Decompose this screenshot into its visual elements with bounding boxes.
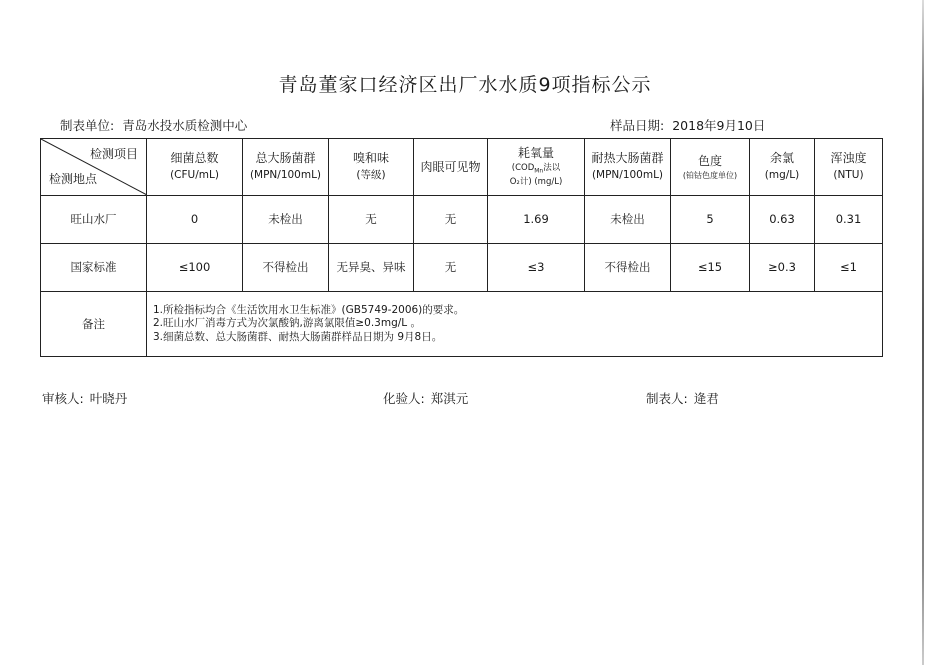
header-unit-line2: O₂计) (mg/L) bbox=[509, 177, 563, 188]
corner-site-label: 检测地点 bbox=[49, 172, 98, 186]
document-title: 青岛董家口经济区出厂水水质9项指标公示 bbox=[278, 74, 652, 96]
table-cell: 1.69 bbox=[488, 196, 585, 244]
header-name: 肉眼可见物 bbox=[420, 159, 481, 174]
header-cell bbox=[488, 139, 585, 196]
header-unit: (mg/L) bbox=[764, 169, 800, 182]
notes-row bbox=[41, 292, 883, 357]
table-cell: ≤3 bbox=[488, 244, 585, 292]
issuing-unit-value: 青岛水投水质检测中心 bbox=[122, 118, 248, 133]
table-cell: 无 bbox=[329, 196, 414, 244]
header-cell bbox=[329, 139, 414, 196]
table-header-row bbox=[41, 139, 883, 196]
note-line: 3.细菌总数、总大肠菌群、耐热大肠菌群样品日期为 9月8日。 bbox=[153, 330, 443, 343]
header-cell bbox=[585, 139, 671, 196]
header-unit: (MPN/100mL) bbox=[249, 169, 322, 182]
header-name: 耗氧量 bbox=[517, 146, 554, 161]
table-cell: 不得检出 bbox=[585, 244, 671, 292]
table-cell: 未检出 bbox=[243, 196, 329, 244]
header-name: 耐热大肠菌群 bbox=[591, 151, 664, 166]
issuing-unit bbox=[60, 116, 247, 134]
header-name: 浑浊度 bbox=[830, 151, 867, 166]
header-cell bbox=[671, 139, 750, 196]
table-row bbox=[41, 244, 883, 292]
table-cell: 无 bbox=[414, 244, 488, 292]
header-unit: (铂钴色度单位) bbox=[682, 170, 738, 180]
header-corner-cell bbox=[41, 139, 147, 196]
table-cell: 0 bbox=[147, 196, 243, 244]
header-name: 细菌总数 bbox=[170, 151, 219, 166]
header-unit: (CFU/mL) bbox=[170, 169, 219, 182]
reviewer-signature bbox=[42, 389, 127, 407]
table-cell: 0.31 bbox=[815, 196, 883, 244]
sample-date-value: 2018年9月10日 bbox=[672, 118, 766, 133]
sample-date bbox=[610, 116, 765, 134]
row-label: 国家标准 bbox=[41, 244, 147, 292]
issuing-unit-label: 制表单位: bbox=[60, 118, 115, 133]
header-unit: (等级) bbox=[356, 169, 386, 182]
table-cell: 未检出 bbox=[585, 196, 671, 244]
reviewer-name: 叶晓丹 bbox=[89, 391, 128, 406]
table-cell: ≥0.3 bbox=[750, 244, 815, 292]
cod-subscript: Mn bbox=[534, 167, 544, 175]
header-cell bbox=[414, 139, 488, 196]
preparer-name: 逄君 bbox=[693, 391, 719, 406]
reviewer-label: 审核人: bbox=[42, 391, 84, 406]
cod-prefix: (COD bbox=[511, 163, 535, 174]
tester-signature bbox=[383, 389, 468, 407]
table-cell: ≤15 bbox=[671, 244, 750, 292]
sample-date-label: 样品日期: bbox=[610, 118, 665, 133]
table-row bbox=[41, 196, 883, 244]
header-unit: (NTU) bbox=[833, 169, 864, 182]
cod-suffix: 法以 bbox=[543, 163, 561, 174]
tester-name: 郑淇元 bbox=[430, 391, 469, 406]
header-unit: (MPN/100mL) bbox=[591, 169, 664, 182]
header-name: 总大肠菌群 bbox=[255, 151, 316, 166]
table-cell: 0.63 bbox=[750, 196, 815, 244]
header-cell bbox=[815, 139, 883, 196]
notes-content bbox=[147, 292, 883, 357]
tester-label: 化验人: bbox=[383, 391, 425, 406]
table-cell: ≤100 bbox=[147, 244, 243, 292]
header-cell bbox=[750, 139, 815, 196]
notes-label: 备注 bbox=[41, 292, 147, 357]
header-cell bbox=[147, 139, 243, 196]
header-name: 嗅和味 bbox=[352, 151, 389, 166]
table-cell: 不得检出 bbox=[243, 244, 329, 292]
scan-edge bbox=[922, 0, 924, 665]
water-quality-table bbox=[40, 138, 883, 357]
header-unit-line1 bbox=[488, 163, 584, 175]
preparer-label: 制表人: bbox=[646, 391, 688, 406]
note-line: 2.旺山水厂消毒方式为次氯酸钠,游离氯限值≥0.3mg/L 。 bbox=[153, 317, 421, 330]
table-cell: ≤1 bbox=[815, 244, 883, 292]
table-cell: 5 bbox=[671, 196, 750, 244]
corner-item-label: 检测项目 bbox=[89, 147, 138, 161]
table-cell: 无 bbox=[414, 196, 488, 244]
table-cell: 无异臭、异味 bbox=[329, 244, 414, 292]
row-label: 旺山水厂 bbox=[41, 196, 147, 244]
header-name: 色度 bbox=[697, 153, 722, 168]
preparer-signature bbox=[646, 389, 719, 407]
header-cell bbox=[243, 139, 329, 196]
header-name: 余氯 bbox=[769, 151, 794, 166]
note-line: 1.所检指标均合《生活饮用水卫生标准》(GB5749-2006)的要求。 bbox=[153, 304, 465, 317]
